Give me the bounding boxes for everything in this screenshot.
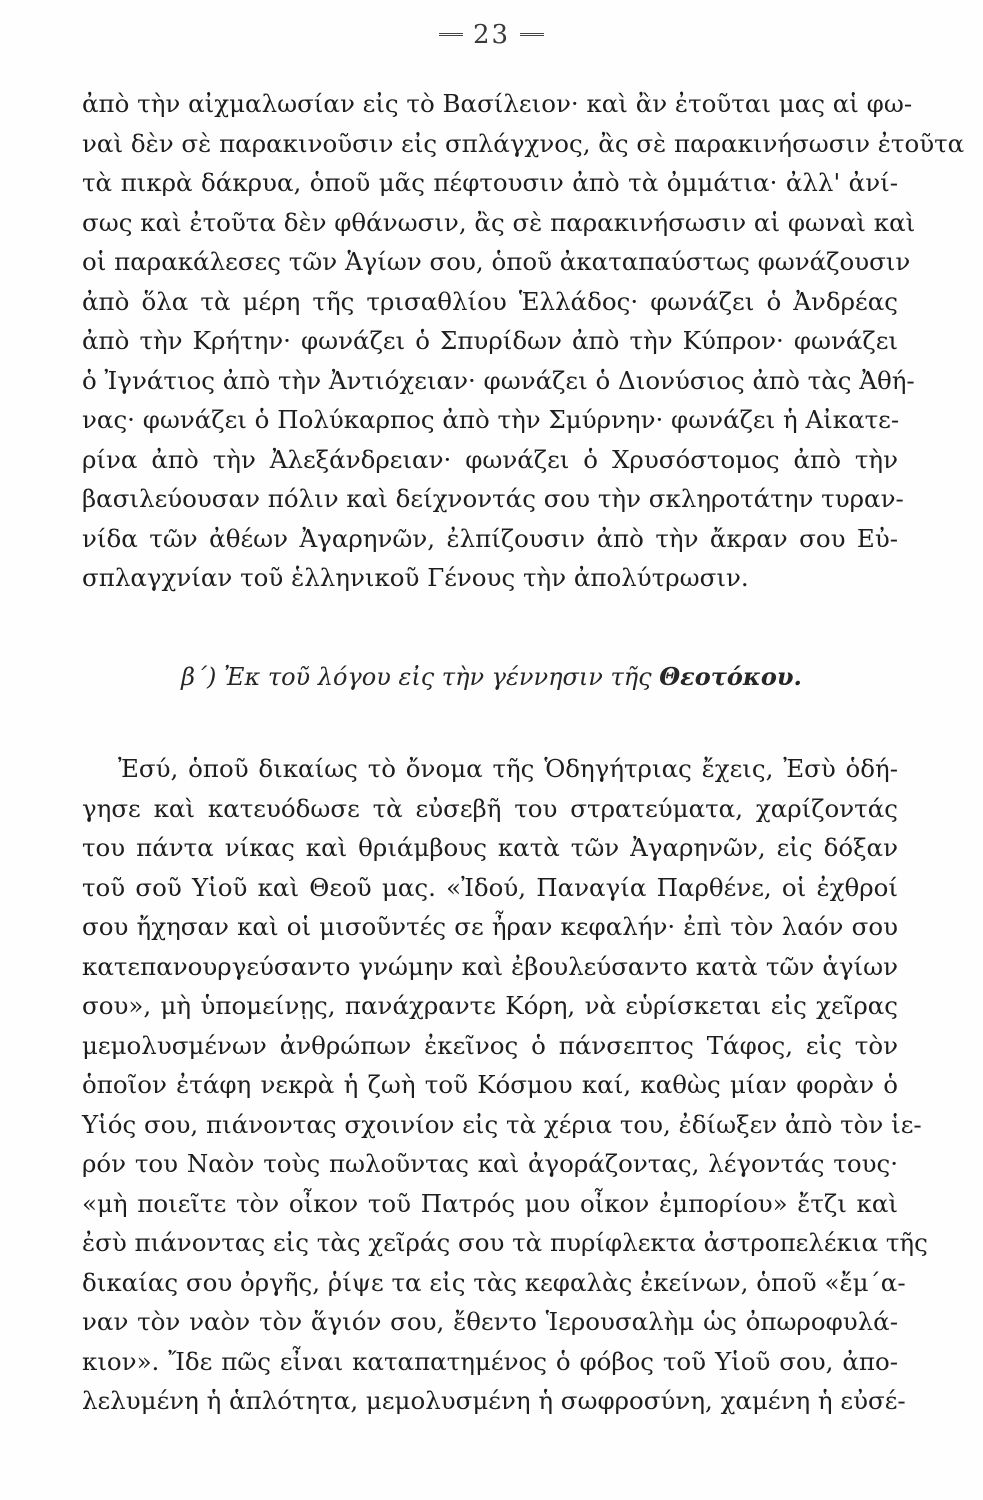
right-ornament-dash: [520, 33, 544, 39]
left-ornament-dash: [439, 33, 463, 39]
text-line: κατεπανουργεύσαντο γνώμην καὶ ἐβουλεύσαντο κατὰ τῶν ἁγίων: [82, 951, 898, 981]
text-line: νας· φωνάζει ὁ Πολύκαρπος ἀπὸ τὴν Σμύρνην· φωνάζει ἡ Αἰκατε-: [82, 405, 900, 434]
text-line: ρόν του Ναὸν τοὺς πωλοῦντας καὶ ἀγοράζοντας, λέγοντάς τους·: [82, 1149, 898, 1178]
text-line: ἀπὸ τὴν αἰχμαλωσίαν εἰς τὸ Βασίλειον· καὶ ἂν ἐτοῦται μας αἱ φω-: [82, 89, 913, 118]
text-line: ρίνα ἀπὸ τὴν Ἀλεξάνδρειαν· φωνάζει ὁ Χρυσόστομος ἀπὸ τὴν: [82, 444, 898, 474]
section-heading-bold-word: Θεοτόκου.: [659, 662, 802, 691]
text-line: Υἱός σου, πιάνοντας σχοινίον εἰς τὰ χέρια του, ἐδίωξεν ἀπὸ τὸν ἱε-: [82, 1109, 922, 1139]
text-line: δικαίας σου ὀργῆς, ῥίψε τα εἰς τὰς κεφαλὰς ἐκείνων, ὁποῦ «ἔμ΄α-: [82, 1267, 906, 1297]
paragraph-1: [82, 84, 965, 598]
text-line: «μὴ ποιεῖτε τὸν οἶκον τοῦ Πατρός μου οἶκον ἐμπορίου» ἔτζι καὶ: [82, 1188, 898, 1218]
text-line: νίδα τῶν ἀθέων Ἀγαρηνῶν, ἐλπίζουσιν ἀπὸ τὴν ἄκραν σου Εὐ-: [82, 523, 898, 553]
text-line: ἀπὸ τὴν Κρήτην· φωνάζει ὁ Σπυρίδων ἀπὸ τὴν Κύπρον· φωνάζει: [82, 326, 898, 355]
text-line: ναν τὸν ναὸν τὸν ἅγιόν σου, ἔθεντο Ἱερουσαλὴμ ὡς ὀπωροφυλά-: [82, 1307, 898, 1336]
text-line: ὁ Ἰγνάτιος ἀπὸ τὴν Ἀντιόχειαν· φωνάζει ὁ Διονύσιος ἀπὸ τὰς Ἀθή-: [82, 365, 915, 395]
paragraph-2: [82, 749, 928, 1421]
section-heading-text: Ἐκ τοῦ λόγου εἰς τὴν γέννησιν τῆς: [223, 663, 652, 691]
page-number-value: 23: [472, 20, 511, 50]
text-line: σου ἤχησαν καὶ οἱ μισοῦντές σε ἦραν κεφαλήν· ἐπὶ τὸν λαόν σου: [82, 912, 898, 941]
text-line: Ἐσύ, ὁποῦ δικαίως τὸ ὄνομα τῆς Ὁδηγήτριας ἔχεις, Ἐσὺ ὁδή-: [118, 754, 898, 783]
text-line: σου», μὴ ὑπομείνῃς, πανάχραντε Κόρη, νὰ εὑρίσκεται εἰς χεῖρας: [82, 991, 898, 1020]
text-line: ναὶ δὲν σὲ παρακινοῦσιν εἰς σπλάγχνος, ἂς σὲ παρακινήσωσιν ἐτοῦτα: [82, 128, 965, 158]
text-line: ἀπὸ ὅλα τὰ μέρη τῆς τρισαθλίου Ἑλλάδος· φωνάζει ὁ Ἀνδρέας: [82, 286, 898, 316]
section-heading: [0, 662, 983, 691]
text-line: μεμολυσμένων ἀνθρώπων ἐκεῖνος ὁ πάνσεπτος Τάφος, εἰς τὸν: [82, 1030, 898, 1060]
text-line: λελυμένη ἡ ἁπλότητα, μεμολυσμένη ἡ σωφροσύνη, χαμένη ἡ εὐσέ-: [82, 1386, 906, 1415]
page-number: [0, 20, 983, 50]
text-line: του πάντα νίκας καὶ θριάμβους κατὰ τῶν Ἀγαρηνῶν, εἰς δόξαν: [82, 833, 898, 862]
text-line: τὰ πικρὰ δάκρυα, ὁποῦ μᾶς πέφτουσιν ἀπὸ τὰ ὀμμάτια· ἀλλ' ἀνί-: [82, 168, 898, 197]
text-line: βασιλεύουσαν πόλιν καὶ δείχνοντάς σου τὴν σκληροτάτην τυραν-: [82, 484, 904, 513]
text-line: ὁποῖον ἐτάφη νεκρὰ ἡ ζωὴ τοῦ Κόσμου καί, καθὼς μίαν φορὰν ὁ: [82, 1070, 898, 1099]
text-line: τοῦ σοῦ Υἱοῦ καὶ Θεοῦ μας. «Ἰδού, Παναγία Παρθένε, οἱ ἐχθροί: [82, 872, 898, 902]
text-line: σως καὶ ἐτοῦτα δὲν φθάνωσιν, ἂς σὲ παρακινήσωσιν αἱ φωναὶ καὶ: [82, 207, 916, 237]
text-line: κιον». Ἴδε πῶς εἶναι καταπατημένος ὁ φόβος τοῦ Υἱοῦ σου, ἀπο-: [82, 1346, 898, 1376]
text-line: οἱ παρακάλεσες τῶν Ἁγίων σου, ὁποῦ ἀκαταπαύστως φωνάζουσιν: [82, 247, 911, 276]
text-line: ἐσὺ πιάνοντας εἰς τὰς χεῖράς σου τὰ πυρίφλεκτα ἀστροπελέκια τῆς: [82, 1228, 928, 1257]
text-line: γησε καὶ κατευόδωσε τὰ εὐσεβῆ του στρατεύματα, χαρίζοντάς: [82, 793, 898, 823]
text-line: σπλαγχνίαν τοῦ ἑλληνικοῦ Γένους τὴν ἀπολύτρωσιν.: [82, 563, 749, 592]
section-heading-prefix: β΄): [181, 663, 217, 691]
